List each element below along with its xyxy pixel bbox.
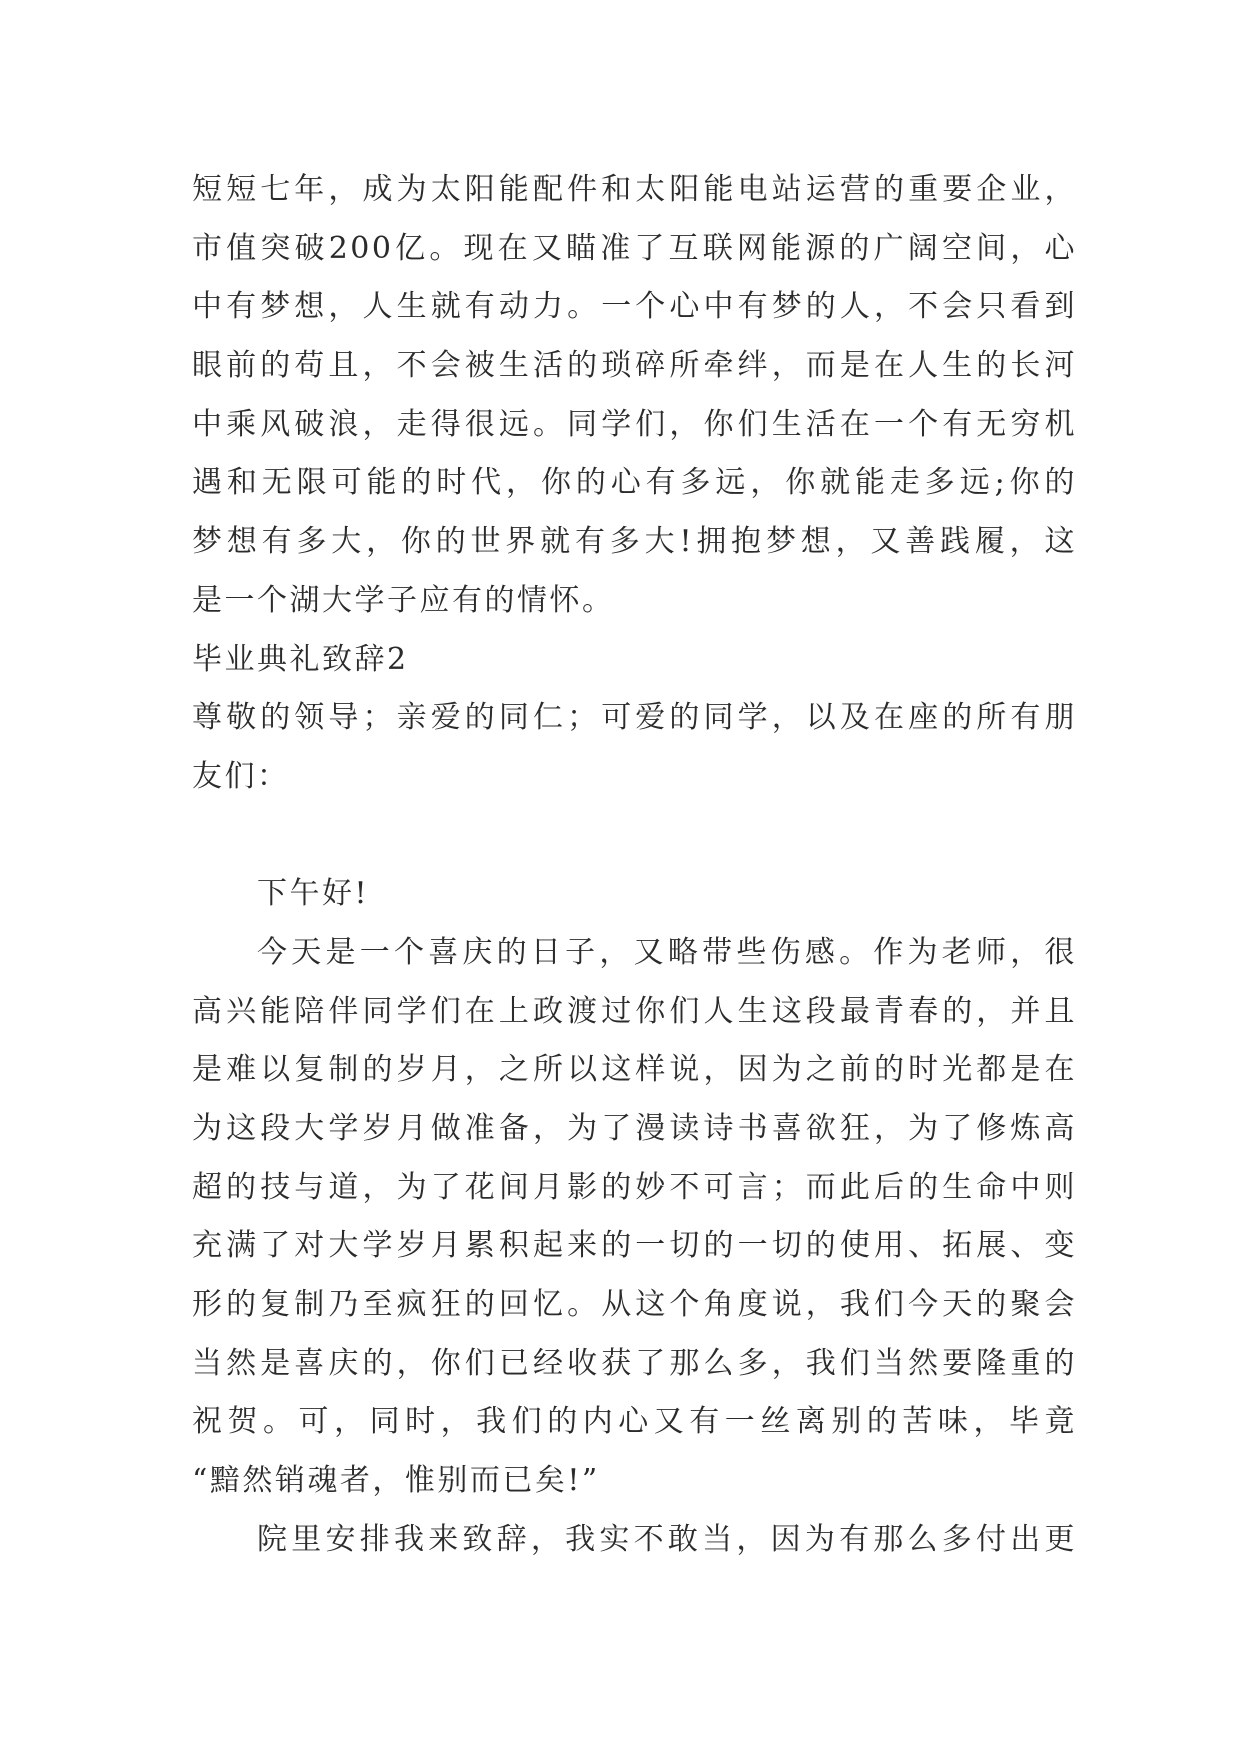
paragraph-closing xyxy=(192,1511,1077,1570)
salutation xyxy=(192,689,1077,806)
paragraph-intro xyxy=(192,161,1077,631)
text-line: 遇和无限可能的时代，你的心有多远，你就能走多远;你的 xyxy=(192,465,1077,501)
text-line: 尊敬的领导；亲爱的同仁；可爱的同学，以及在座的所有朋 xyxy=(192,700,1077,736)
text-line: 院里安排我来致辞，我实不敢当，因为有那么多付出更 xyxy=(257,1521,1077,1557)
text-line: 眼前的苟且，不会被生活的琐碎所牵绊，而是在人生的长河 xyxy=(192,348,1077,384)
section-heading: 毕业典礼致辞2 xyxy=(192,641,409,677)
text-line: 中乘风破浪，走得很远。同学们，你们生活在一个有无穷机 xyxy=(192,406,1077,442)
text-line: 为这段大学岁月做准备，为了漫读诗书喜欲狂，为了修炼高 xyxy=(192,1111,1077,1146)
text-line: 形的复制乃至疯狂的回忆。从这个角度说，我们今天的聚会 xyxy=(192,1287,1077,1323)
text-line: 高兴能陪伴同学们在上政渡过你们人生这段最青春的，并且 xyxy=(192,993,1077,1029)
paragraph-main xyxy=(192,924,1077,1511)
text-line: 中有梦想，人生就有动力。一个心中有梦的人，不会只看到 xyxy=(192,289,1077,325)
text-line: 市值突破200亿。现在又瞄准了互联网能源的广阔空间，心 xyxy=(192,230,1077,266)
text-line: 祝贺。可，同时，我们的内心又有一丝离别的苦味，毕竟 xyxy=(192,1404,1077,1440)
blank-line xyxy=(192,807,1077,866)
text-line: 友们： xyxy=(192,758,290,794)
text-line: “黯然销魂者，惟别而已矣!” xyxy=(192,1463,600,1499)
text-line: 是难以复制的岁月，之所以这样说，因为之前的时光都是在 xyxy=(192,1052,1077,1088)
greeting: 下午好! xyxy=(257,876,370,912)
text-line: 短短七年，成为太阳能配件和太阳能电站运营的重要企业， xyxy=(192,172,1077,207)
text-line: 今天是一个喜庆的日子，又略带些伤感。作为老师，很 xyxy=(257,934,1077,970)
document-body xyxy=(192,161,1077,1570)
text-line: 是一个湖大学子应有的情怀。 xyxy=(192,582,615,618)
text-line: 超的技与道，为了花间月影的妙不可言；而此后的生命中则 xyxy=(192,1169,1077,1205)
text-line: 梦想有多大，你的世界就有多大!拥抱梦想，又善践履，这 xyxy=(192,524,1077,560)
text-line: 充满了对大学岁月累积起来的一切的一切的使用、拓展、变 xyxy=(192,1228,1077,1264)
text-line: 当然是喜庆的，你们已经收获了那么多，我们当然要隆重的 xyxy=(192,1345,1077,1381)
